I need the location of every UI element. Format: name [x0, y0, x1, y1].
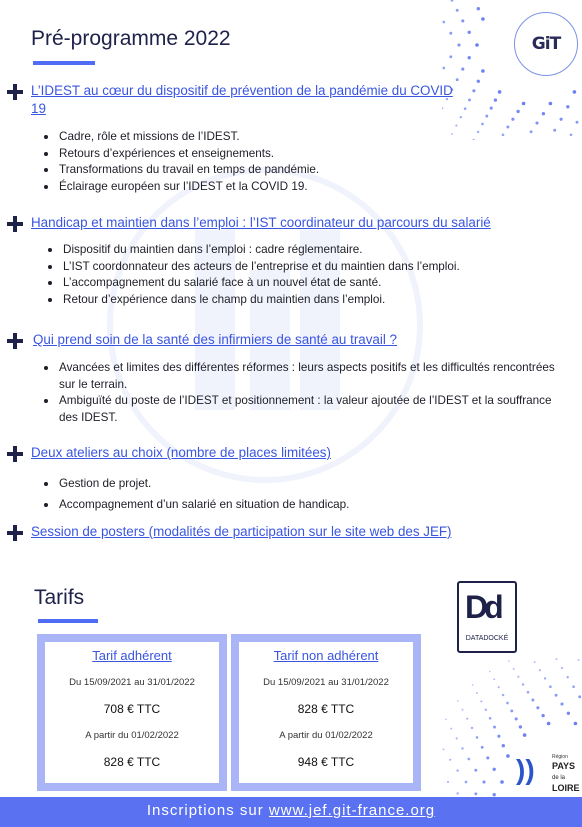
- region-pays-de-la-loire-logo: [514, 750, 580, 793]
- tarifs-underline: [38, 619, 98, 623]
- list-item: Dispositif du maintien dans l’emploi : cadre réglementaire.: [55, 242, 582, 259]
- plus-icon: [7, 446, 23, 462]
- section-title-link[interactable]: Session de posters (modalités de participation sur le site web des JEF): [31, 524, 452, 539]
- region-name-line: LOIRE: [552, 783, 580, 793]
- bullet-list: [51, 476, 582, 513]
- section-title-link[interactable]: Qui prend soin de la santé des infirmiers de santé au travail ?: [33, 332, 397, 347]
- bullet-list: [55, 242, 582, 308]
- bullet-list: [51, 129, 582, 195]
- tarifs-title: Tarifs: [34, 586, 85, 609]
- list-item: L’accompagnement du salarié face à un nouvel état de santé.: [55, 275, 582, 292]
- git-logo-text: GiT: [531, 34, 561, 54]
- tarif-period: A partir du 01/02/2022: [85, 730, 179, 741]
- list-item: Cadre, rôle et missions de l’IDEST.: [51, 129, 582, 146]
- list-item: L’IST coordonnateur des acteurs de l’entreprise et du maintien dans l’emploi.: [55, 259, 582, 276]
- datadock-label: DATADOCKÉ: [465, 635, 509, 642]
- list-item: Gestion de projet.: [51, 476, 582, 493]
- plus-icon: [7, 84, 23, 100]
- list-item: Ambiguïté du poste de l’IDEST et positionnement : la valeur ajoutée de l’IDEST et la souffrance des IDEST.: [51, 393, 571, 426]
- section-sante-infirmiers: [7, 331, 582, 426]
- plus-icon: [7, 525, 23, 541]
- datadock-letters: Dd: [465, 589, 500, 625]
- tarif-card-non-adherent: [231, 634, 421, 791]
- watermark-logo: [100, 160, 430, 490]
- list-item: Accompagnement d’un salarié en situation de handicap.: [51, 497, 582, 514]
- section-ateliers: [7, 444, 582, 513]
- git-logo: [514, 12, 578, 76]
- list-item: Transformations du travail en temps de pandémie.: [51, 162, 582, 179]
- tarif-card-title[interactable]: Tarif non adhérent: [273, 648, 379, 663]
- list-item: Avancées et limites des différentes réformes : leurs aspects positifs et les difficultés rencontrées sur le terrain.: [51, 360, 571, 393]
- section-title-link[interactable]: Handicap et maintien dans l’emploi : l’IST coordinateur du parcours du salarié: [31, 215, 491, 230]
- list-item: Éclairage européen sur l’IDEST et la COVID 19.: [51, 179, 582, 196]
- list-item: Retour d’expérience dans le champ du maintien dans l’emploi.: [55, 292, 582, 309]
- section-title-link[interactable]: Deux ateliers au choix (nombre de places limitées): [31, 445, 331, 460]
- tarif-period: A partir du 01/02/2022: [279, 730, 373, 741]
- datadock-logo: [457, 581, 517, 653]
- region-name-line: de la: [552, 775, 566, 781]
- tarif-card-adherent: [37, 634, 227, 791]
- tarif-price: 828 € TTC: [297, 702, 355, 716]
- region-name: [552, 761, 580, 793]
- tarif-price: 708 € TTC: [103, 702, 161, 716]
- section-handicap: [7, 214, 582, 308]
- tarif-price: 828 € TTC: [103, 755, 161, 769]
- registration-link[interactable]: www.jef.git-france.org: [268, 802, 436, 819]
- footer-prefix: Inscriptions sur: [146, 802, 269, 819]
- tarif-card-title[interactable]: Tarif adhérent: [92, 648, 172, 663]
- region-wave-icon: )): [516, 754, 535, 785]
- title-underline: [33, 61, 95, 65]
- tarif-period: Du 15/09/2021 au 31/01/2022: [263, 677, 389, 688]
- tarif-period: Du 15/09/2021 au 31/01/2022: [69, 677, 195, 688]
- footer-banner: [0, 797, 582, 827]
- list-item: Retours d’expériences et enseignements.: [51, 146, 582, 163]
- plus-icon: [7, 216, 23, 232]
- section-title-link[interactable]: L’IDEST au cœur du dispositif de prévention de la pandémie du COVID 19: [31, 83, 453, 116]
- bullet-list: [51, 360, 571, 426]
- page-title: Pré-programme 2022: [31, 27, 231, 50]
- section-posters: [7, 523, 582, 541]
- section-idest-covid: [7, 82, 582, 195]
- region-name-line: PAYS: [552, 761, 576, 771]
- tarif-price: 948 € TTC: [297, 755, 355, 769]
- plus-icon: [7, 333, 23, 349]
- region-small-label: Région: [552, 754, 568, 760]
